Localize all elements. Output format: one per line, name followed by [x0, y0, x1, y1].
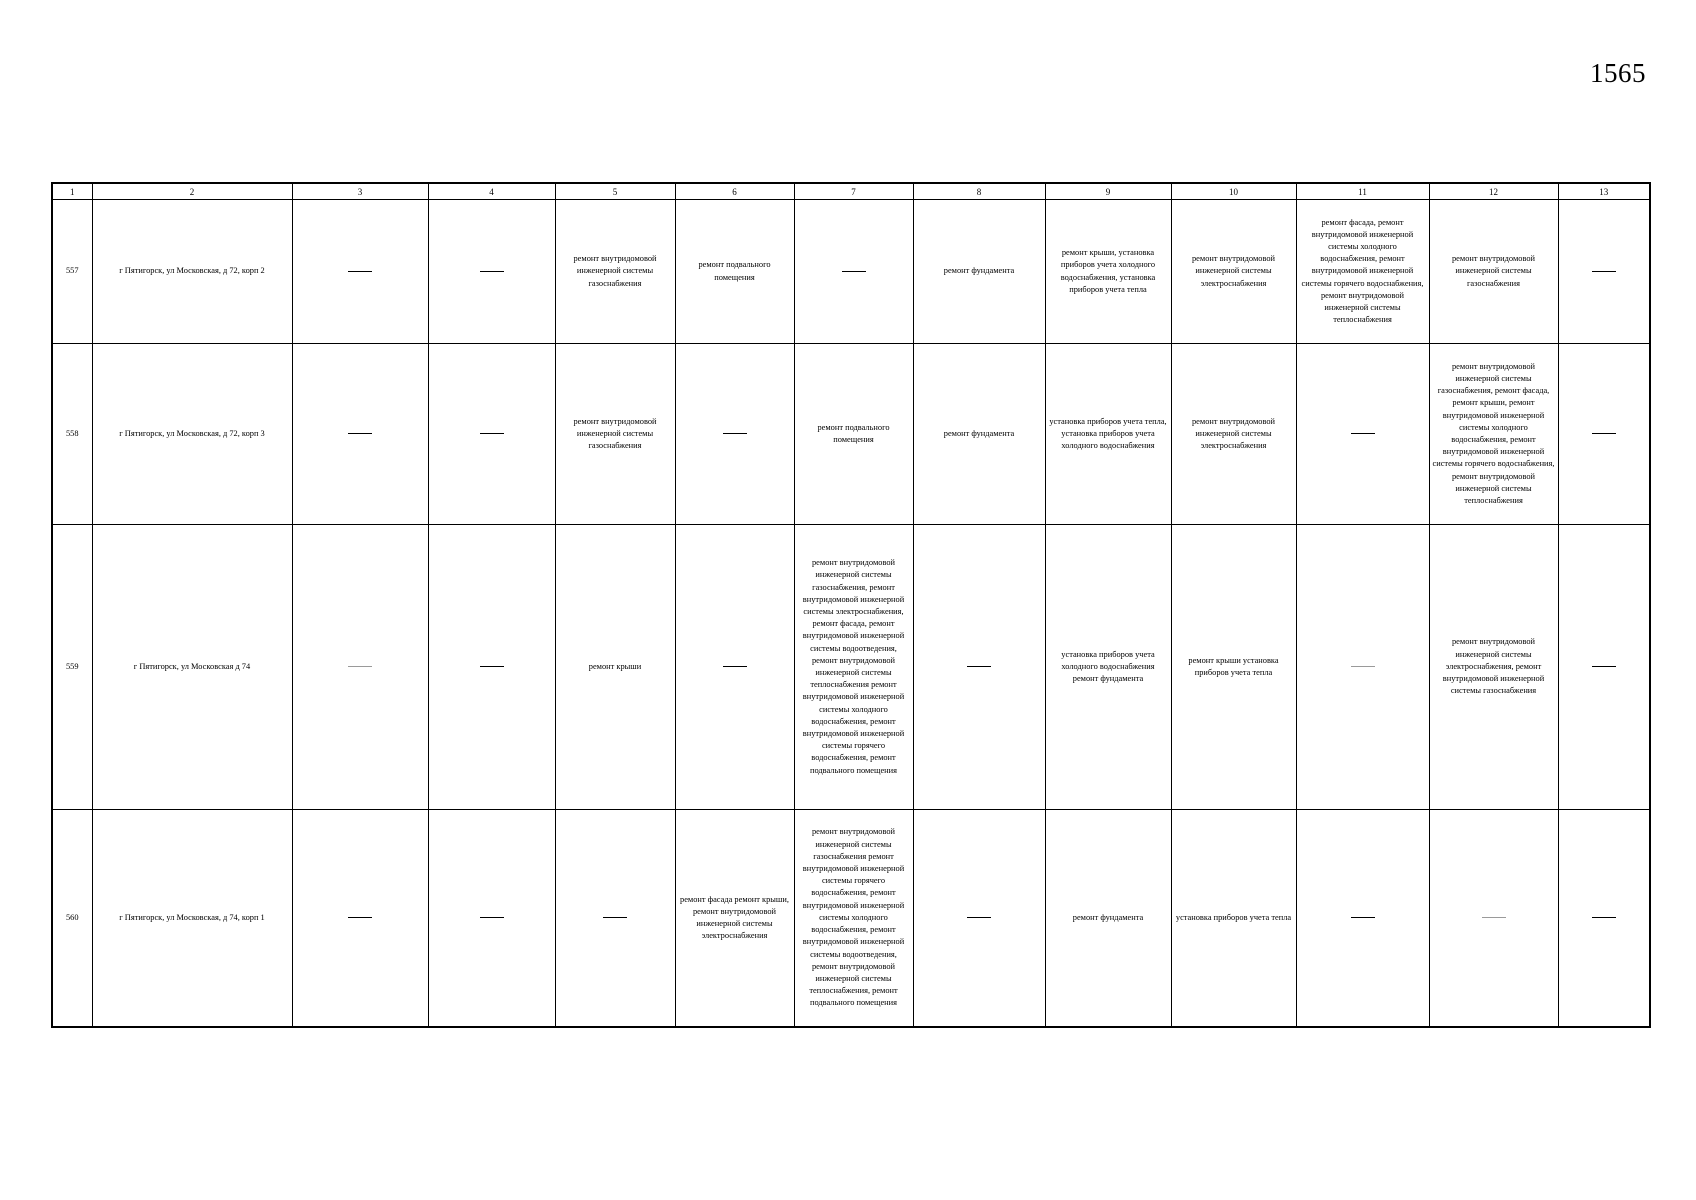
col-header-9: 9 — [1045, 183, 1171, 200]
row-number: 557 — [52, 200, 92, 344]
cell-col9: установка приборов учета холодного водоснабжения ремонт фундамента — [1045, 525, 1171, 810]
cell-col3 — [292, 525, 428, 810]
cell-col8 — [913, 810, 1045, 1028]
cell-col5: ремонт крыши — [555, 525, 675, 810]
col-header-3: 3 — [292, 183, 428, 200]
col-header-11: 11 — [1296, 183, 1429, 200]
empty-dash — [1351, 433, 1375, 434]
cell-col8: ремонт фундамента — [913, 200, 1045, 344]
cell-col5 — [555, 810, 675, 1028]
cell-col8: ремонт фундамента — [913, 344, 1045, 525]
row-number: 560 — [52, 810, 92, 1028]
address-cell: г Пятигорск, ул Московская, д 74, корп 1 — [92, 810, 292, 1028]
empty-dash — [1592, 666, 1616, 667]
cell-col4 — [428, 810, 555, 1028]
col-header-8: 8 — [913, 183, 1045, 200]
empty-dash — [1592, 271, 1616, 272]
col-header-1: 1 — [52, 183, 92, 200]
cell-col5: ремонт внутридомовой инженерной системы газоснабжения — [555, 344, 675, 525]
empty-dash — [723, 666, 747, 667]
cell-col3 — [292, 810, 428, 1028]
empty-dash — [723, 433, 747, 434]
table-row — [52, 525, 1650, 810]
address-cell: г Пятигорск, ул Московская д 74 — [92, 525, 292, 810]
empty-dash — [967, 666, 991, 667]
empty-dash — [1351, 917, 1375, 918]
col-header-12: 12 — [1429, 183, 1558, 200]
row-number: 558 — [52, 344, 92, 525]
col-header-7: 7 — [794, 183, 913, 200]
cell-col10: ремонт крыши установка приборов учета тепла — [1171, 525, 1296, 810]
cell-col9: ремонт фундамента — [1045, 810, 1171, 1028]
cell-col13 — [1558, 525, 1650, 810]
empty-dash — [480, 666, 504, 667]
col-header-13: 13 — [1558, 183, 1650, 200]
cell-col6: ремонт подвального помещения — [675, 200, 794, 344]
empty-dash — [480, 271, 504, 272]
cell-col9: установка приборов учета тепла, установка приборов учета холодного водоснабжения — [1045, 344, 1171, 525]
cell-col4 — [428, 200, 555, 344]
cell-col3 — [292, 344, 428, 525]
cell-col12: ремонт внутридомовой инженерной системы газоснабжения, ремонт фасада, ремонт крыши, ремонт внутридомовой инженерной системы холодного водоснабжения, ремонт внутридомовой инженерной системы горячего водоснабжения, ремонт внутридомовой инженерной системы теплоснабжения — [1429, 344, 1558, 525]
cell-col11 — [1296, 525, 1429, 810]
cell-col12: ремонт внутридомовой инженерной системы электроснабжения, ремонт внутридомовой инженерной системы газоснабжения — [1429, 525, 1558, 810]
table-row — [52, 810, 1650, 1028]
cell-col13 — [1558, 810, 1650, 1028]
empty-dash — [842, 271, 866, 272]
cell-col5: ремонт внутридомовой инженерной системы газоснабжения — [555, 200, 675, 344]
col-header-6: 6 — [675, 183, 794, 200]
cell-col4 — [428, 344, 555, 525]
cell-col11: ремонт фасада, ремонт внутридомовой инженерной системы холодного водоснабжения, ремонт внутридомовой инженерной системы горячего водоснабжения, ремонт внутридомовой инженерной системы теплоснабжения — [1296, 200, 1429, 344]
page-number: 1565 — [1590, 58, 1646, 88]
empty-dash — [1351, 666, 1375, 667]
empty-dash — [1482, 917, 1506, 918]
empty-dash — [348, 271, 372, 272]
empty-dash — [348, 433, 372, 434]
empty-dash — [348, 666, 372, 667]
col-header-10: 10 — [1171, 183, 1296, 200]
empty-dash — [348, 917, 372, 918]
address-cell: г Пятигорск, ул Московская, д 72, корп 2 — [92, 200, 292, 344]
cell-col10: ремонт внутридомовой инженерной системы электроснабжения — [1171, 344, 1296, 525]
cell-col11 — [1296, 344, 1429, 525]
cell-col6 — [675, 344, 794, 525]
empty-dash — [1592, 917, 1616, 918]
cell-col3 — [292, 200, 428, 344]
cell-col7: ремонт внутридомовой инженерной системы газоснабжения, ремонт внутридомовой инженерной системы электроснабжения, ремонт фасада, ремонт внутридомовой инженерной системы водоотведения, ремонт внутридомовой инженерной системы теплоснабжения ремонт внутридомовой инженерной системы холодного водоснабжения, ремонт внутридомовой инженерной системы горячего водоснабжения, ремонт подвального помещения — [794, 525, 913, 810]
repair-schedule-table — [51, 182, 1651, 1028]
cell-col8 — [913, 525, 1045, 810]
empty-dash — [603, 917, 627, 918]
cell-col10: установка приборов учета тепла — [1171, 810, 1296, 1028]
cell-col13 — [1558, 200, 1650, 344]
cell-col13 — [1558, 344, 1650, 525]
cell-col10: ремонт внутридомовой инженерной системы электроснабжения — [1171, 200, 1296, 344]
cell-col6 — [675, 525, 794, 810]
col-header-4: 4 — [428, 183, 555, 200]
empty-dash — [967, 917, 991, 918]
table-row — [52, 344, 1650, 525]
cell-col9: ремонт крыши, установка приборов учета холодного водоснабжения, установка приборов учета тепла — [1045, 200, 1171, 344]
empty-dash — [1592, 433, 1616, 434]
cell-col6: ремонт фасада ремонт крыши, ремонт внутридомовой инженерной системы электроснабжения — [675, 810, 794, 1028]
col-header-2: 2 — [92, 183, 292, 200]
cell-col7: ремонт подвального помещения — [794, 344, 913, 525]
cell-col12: ремонт внутридомовой инженерной системы газоснабжения — [1429, 200, 1558, 344]
col-header-5: 5 — [555, 183, 675, 200]
empty-dash — [480, 433, 504, 434]
cell-col4 — [428, 525, 555, 810]
empty-dash — [480, 917, 504, 918]
cell-col11 — [1296, 810, 1429, 1028]
row-number: 559 — [52, 525, 92, 810]
address-cell: г Пятигорск, ул Московская, д 72, корп 3 — [92, 344, 292, 525]
table-row — [52, 200, 1650, 344]
cell-col7: ремонт внутридомовой инженерной системы газоснабжения ремонт внутридомовой инженерной системы горячего водоснабжения, ремонт внутридомовой инженерной системы холодного водоснабжения, ремонт внутридомовой инженерной системы водоотведения, ремонт внутридомовой инженерной системы теплоснабжения, ремонт подвального помещения — [794, 810, 913, 1028]
cell-col7 — [794, 200, 913, 344]
cell-col12 — [1429, 810, 1558, 1028]
header-row — [52, 183, 1650, 200]
